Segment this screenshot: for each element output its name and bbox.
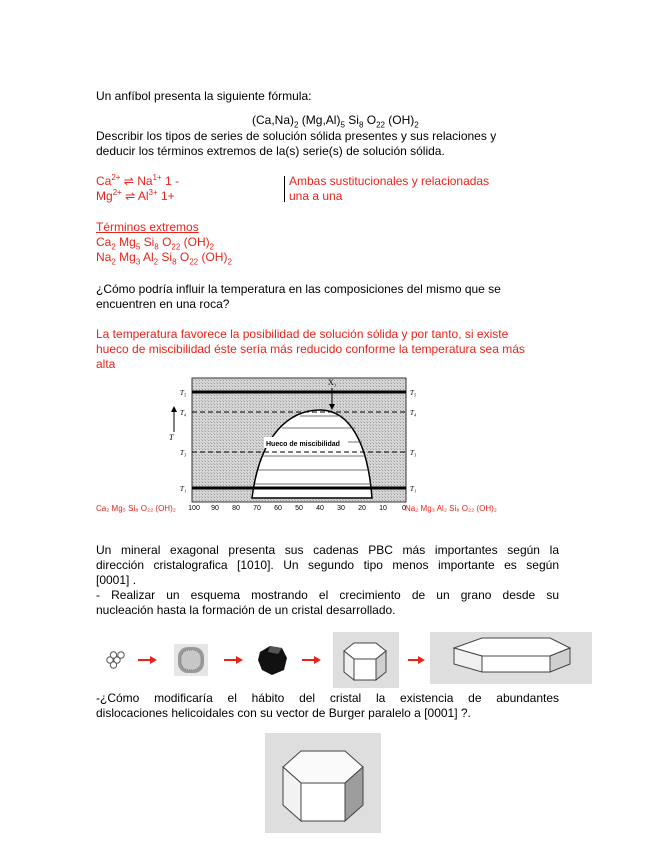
small-hex-prism — [344, 643, 386, 680]
x-tick: 80 — [232, 505, 240, 512]
x-tick: 20 — [358, 505, 366, 512]
formula-sub: 2 — [111, 257, 116, 267]
question-4-line-1: -¿Cómo modificaría el hábito del cristal la existencia de abundantes — [96, 691, 559, 705]
substitution-ca-na — [96, 174, 179, 188]
crystal-growth-sequence — [100, 630, 595, 690]
formula-sub: 8 — [154, 242, 159, 252]
formula-part: (OH) — [198, 250, 228, 264]
question-1-line-1: Describir los tipos de series de solución sólida presentes y sus relaciones y — [96, 129, 497, 143]
miscibility-gap-diagram — [160, 374, 430, 514]
extremes-title: Términos extremos — [96, 220, 199, 234]
ion: Na — [137, 174, 153, 188]
question-3-line-4: - Realizar un esquema mostrando el crecimiento de un grano desde su — [96, 588, 559, 602]
x-tick: 90 — [211, 505, 219, 512]
t-axis-label: T — [169, 433, 174, 442]
formula-sub: 3 — [135, 257, 141, 267]
prism-front-face — [301, 783, 345, 821]
bracket-line — [284, 176, 285, 202]
x-tick: 100 — [188, 505, 200, 512]
answer-2-line-1: La temperatura favorece la posibilidad de solución sólida y por tanto, si existe — [96, 327, 509, 341]
extreme-term-1 — [96, 235, 215, 252]
formula-part: (OH) — [180, 235, 210, 249]
question-1-line-2: deducir los términos extremos de la(s) serie(s) de solución sólida. — [96, 144, 445, 158]
x-tick: 70 — [253, 505, 261, 512]
ion: Mg — [96, 189, 113, 203]
dark-polyhedron — [258, 646, 287, 675]
charge: 1+ — [152, 173, 162, 182]
question-3-line-5: nucleación hasta la formación de un cristal desarrollado. — [96, 603, 396, 617]
formula-sub: 2 — [227, 257, 232, 267]
charge: 3+ — [148, 188, 158, 197]
elongated-hex-prism — [454, 638, 570, 672]
intro-line: Un anfíbol presenta la siguiente fórmula: — [96, 89, 312, 103]
answer-2-line-3: alta — [96, 357, 116, 371]
t-label-left: T₄ — [180, 409, 187, 417]
hexagonal-prism-figure — [265, 733, 381, 833]
formula-part: O — [176, 250, 190, 264]
nuclei-cluster — [107, 652, 124, 668]
formula-sub: 22 — [189, 257, 199, 267]
formula-part: Na — [96, 250, 112, 264]
question-2-line-2: encuentren en una roca? — [96, 297, 230, 311]
question-2-line-1: ¿Cómo podría influir la temperatura en las composiciones del mismo que se — [96, 282, 501, 296]
formula-sub: 2 — [414, 120, 419, 130]
t-label-left: T₁ — [180, 485, 187, 493]
substitution-note-2: una a una — [289, 189, 343, 203]
t-label-right: T₄ — [410, 409, 417, 417]
t-axis-arrow-head — [171, 406, 177, 412]
formula-part: Mg — [115, 250, 136, 264]
formula-part: Si — [344, 113, 359, 127]
charge: 2+ — [112, 188, 122, 197]
charge: 2+ — [111, 173, 121, 182]
granular-aggregate — [174, 644, 208, 676]
gap-label: Hueco de miscibilidad — [266, 441, 340, 448]
t-label-right: T₃ — [410, 449, 417, 457]
amphibole-formula — [252, 113, 419, 130]
x-tick: 0 — [402, 505, 406, 512]
extreme-term-2 — [96, 250, 232, 267]
t-label-left: T₅ — [180, 389, 187, 397]
formula-sub: 2 — [209, 242, 215, 252]
t-label-right: T₁ — [410, 485, 417, 493]
formula-part: Si — [140, 235, 155, 249]
x1-label: X₁ — [328, 378, 337, 387]
formula-part: (Mg,Al) — [298, 113, 341, 127]
formula-part: (OH) — [384, 113, 415, 127]
substitution-note-1: Ambas sustitucionales y relacionadas — [289, 174, 490, 188]
red-arrow — [138, 656, 157, 664]
red-arrow — [224, 656, 243, 664]
question-3-line-1: Un mineral exagonal presenta sus cadenas PBC más importantes según la — [96, 543, 559, 557]
ratio: 1 - — [161, 174, 180, 188]
t-label-left: T₃ — [180, 449, 187, 457]
exchange-arrow: ⇌ — [120, 174, 138, 188]
formula-part: Si — [158, 250, 173, 264]
red-arrow — [302, 656, 321, 664]
red-arrow — [408, 656, 425, 664]
exchange-arrow: ⇌ — [121, 189, 138, 203]
formula-part: Al — [140, 250, 154, 264]
ratio: 1+ — [157, 189, 175, 203]
ion: Ca — [96, 174, 112, 188]
formula-sub: 2 — [111, 242, 116, 252]
t-label-right: T₅ — [410, 389, 417, 397]
formula-part: O — [363, 113, 377, 127]
x-tick: 50 — [295, 505, 303, 512]
question-3-line-2: dirección cristalografica [1010]. Un segundo tipo menos importante es según — [96, 558, 559, 572]
formula-sub: 22 — [171, 242, 181, 252]
formula-sub: 5 — [340, 120, 345, 130]
ion: Al — [137, 189, 149, 203]
formula-part: (Ca,Na) — [252, 113, 295, 127]
diagram-left-end-member: Ca₂ Mg₅ Si₈ O₂₂ (OH)₂ — [96, 504, 176, 513]
formula-sub: 2 — [294, 120, 299, 130]
x-tick: 10 — [379, 505, 387, 512]
x-tick: 40 — [316, 505, 324, 512]
formula-sub: 22 — [376, 120, 385, 130]
x-tick: 60 — [274, 505, 282, 512]
formula-sub: 2 — [153, 257, 159, 267]
substitution-mg-al — [96, 189, 175, 203]
formula-sub: 8 — [172, 257, 177, 267]
formula-sub: 8 — [358, 120, 364, 130]
answer-2-line-2: hueco de miscibilidad éste sería más reducido conforme la temperatura sea más — [96, 342, 525, 356]
question-4-line-2: dislocaciones helicoidales con su vector de Burger paralelo a [0001] ?. — [96, 706, 471, 720]
question-3-line-3: [0001] . — [96, 573, 137, 587]
formula-part: Ca — [96, 235, 112, 249]
diagram-right-end-member: Na₂ Mg₃ Al₂ Si₈ O₂₂ (OH)₂ — [405, 504, 497, 513]
formula-part: O — [158, 235, 172, 249]
formula-part: Mg — [115, 235, 136, 249]
x-tick: 30 — [337, 505, 345, 512]
formula-sub: 5 — [135, 242, 141, 252]
